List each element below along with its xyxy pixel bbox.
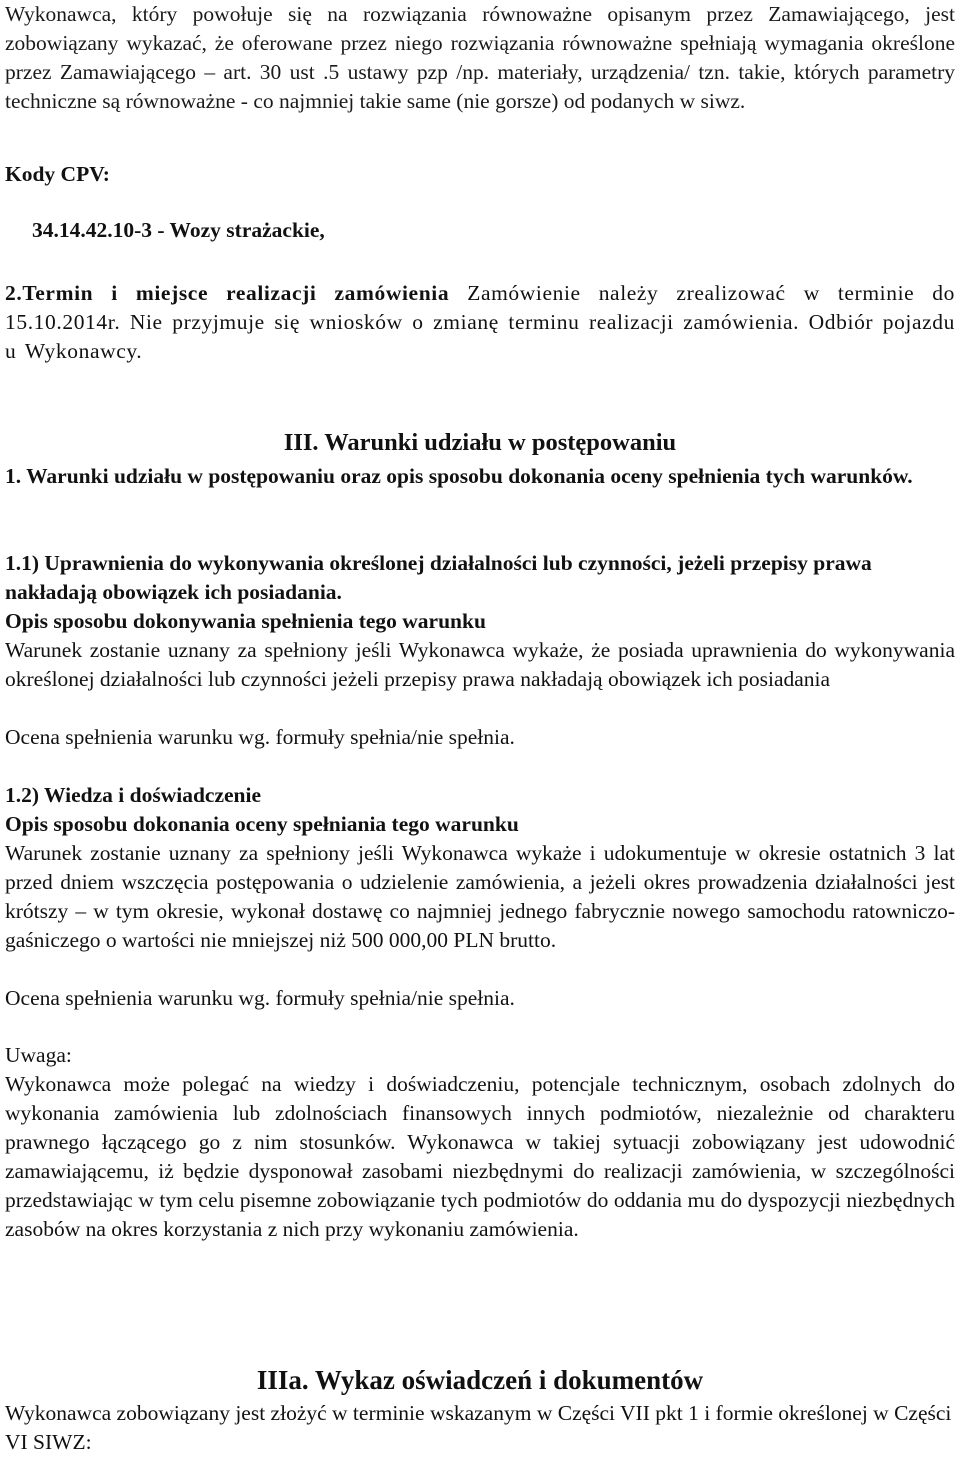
item-1-2-evaluation: Ocena spełnienia warunku wg. formuły spełnia/nie spełnia.	[5, 986, 515, 1010]
item-1-2-text: Warunek zostanie uznany za spełniony jeśli Wykonawca wykaże i udokumentuje w okresie ostatnich 3 lat przed dniem wszczęcia postępowania o udzielenie zamówienia, a jeżeli okres prowadzenia działalności jest krótszy – w tym okresie, wykonał dostawę co najmniej jednego fabrycznie nowego samochodu ratowniczo-gaśniczego o wartości nie mniejszej niż 500 000,00 PLN brutto.	[5, 841, 955, 952]
item-1-2-title: 1.2) Wiedza i doświadczenie	[5, 783, 262, 807]
item-1-1-evaluation: Ocena spełnienia warunku wg. formuły spełnia/nie spełnia.	[5, 725, 515, 749]
item-1-1-subheading: Opis sposobu dokonywania spełnienia tego warunku	[5, 609, 486, 633]
section-3-heading: III. Warunki udziału w postępowaniu	[283, 429, 677, 456]
note-label: Uwaga:	[5, 1043, 72, 1067]
section-3-subheading: 1. Warunki udziału w postępowaniu oraz opis sposobu dokonania oceny spełnienia tych warunków.	[5, 464, 913, 488]
item-1-2-subheading: Opis sposobu dokonania oceny spełniania tego warunku	[5, 812, 519, 836]
item-1-1-title: 1.1) Uprawnienia do wykonywania określonej działalności lub czynności, jeżeli przepisy prawa nakładają obowiązek ich posiadania.	[5, 551, 872, 604]
item-1-1-text: Warunek zostanie uznany za spełniony jeśli Wykonawca wykaże, że posiada uprawnienia do wykonywania określonej działalności lub czynności jeżeli przepisy prawa nakładają obowiązek ich posiadania	[5, 638, 955, 691]
termin-paragraph	[5, 279, 955, 366]
termin-text: Zamówienie należy zrealizować w terminie do 15.10.2014r. Nie przyjmuje się wniosków o zmianę terminu realizacji zamówienia. Odbiór pojazdu u Wykonawcy.	[5, 281, 956, 363]
section-3a-heading: IIIa. Wykaz oświadczeń i dokumentów	[256, 1365, 704, 1395]
cpv-code: 34.14.42.10-3 - Wozy strażackie,	[32, 218, 325, 242]
intro-paragraph: Wykonawca, który powołuje się na rozwiązania równoważne opisanym przez Zamawiającego, jest zobowiązany wykazać, że oferowane przez niego rozwiązania równoważne spełniają wymagania określone przez Zamawiającego – art. 30 ust .5 ustawy pzp /np. materiały, urządzenia/ tzn. takie, których parametry techniczne są równoważne - co najmniej takie same (nie gorsze) od podanych w siwz.	[5, 2, 955, 113]
section-3a-text: Wykonawca zobowiązany jest złożyć w terminie wskazanym w Części VII pkt 1 i formie określonej w Części VI SIWZ:	[5, 1401, 952, 1454]
cpv-label: Kody CPV:	[5, 162, 110, 186]
note-text: Wykonawca może polegać na wiedzy i doświadczeniu, potencjale technicznym, osobach zdolnych do wykonania zamówienia lub zdolnościach finansowych innych podmiotów, niezależnie od charakteru prawnego łączącego go z nim stosunków. Wykonawca w takiej sytuacji zobowiązany jest udowodnić zamawiającemu, iż będzie dysponował zasobami niezbędnymi do realizacji zamówienia, w szczególności przedstawiając w tym celu pisemne zobowiązanie tych podmiotów do oddania mu do dyspozycji niezbędnych zasobów na okres korzystania z nich przy wykonaniu zamówienia.	[5, 1072, 955, 1241]
termin-heading: 2.Termin i miejsce realizacji zamówienia	[5, 281, 450, 305]
